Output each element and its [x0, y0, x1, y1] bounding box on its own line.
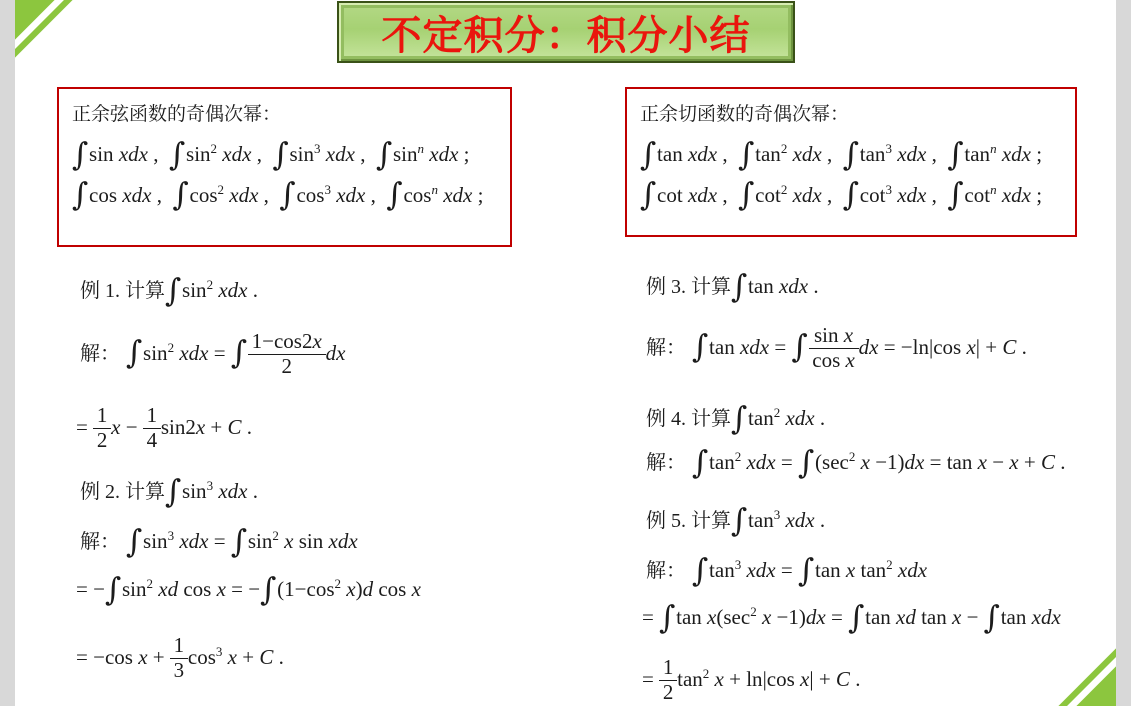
green-triangle [15, 0, 87, 72]
solution-label: 解： [80, 531, 120, 553]
example-label: 例 2. 计算 [80, 481, 165, 503]
example-label: 例 3. 计算 [646, 276, 731, 298]
example-label: 例 5. 计算 [646, 510, 731, 532]
letterbox-left [0, 0, 15, 706]
formula: $\int\tan^3$ xdx . [731, 502, 826, 539]
formula: = ∫tan $x(\sec^2$ x −1)dx = ∫tan xd tan x − ∫tan xdx [642, 599, 1061, 636]
sine-cosine-powers-box [57, 87, 512, 247]
box-heading: 正余弦函数的奇偶次幂： [72, 104, 282, 125]
example-3-solution [630, 306, 1027, 390]
example-4-solution [630, 428, 1065, 493]
formula: $\int\sin^3$ xdx = $\int\sin^2$ x sin xdx [126, 523, 358, 560]
formula: $\int\sin^2$ xdx . [165, 272, 258, 309]
solution-label: 解： [646, 336, 686, 359]
example-label: 例 4. 计算 [646, 408, 731, 430]
slide-title-banner [337, 1, 795, 63]
sine-integrals-line: ∫sin xdx , $\int\sin^2$ xdx , $\int\sin^3$ xdx , $\int\sin^n$ xdx ; [72, 136, 470, 173]
formula: = $\frac{1}{2}$ $\tan^2 x + \ln|\cos$ x| + C . [642, 655, 861, 704]
formula: = −cos x + $\frac{1}{3}$ $\cos^3 x + C$ . [76, 633, 284, 682]
formula: $\int\tan^2$ xdx = $\int(\sec^2$ x −1)dx = tan x − x + C . [692, 444, 1066, 481]
corner-decoration-top-left [15, 0, 87, 72]
cotangent-integrals-line: ∫cot xdx , $\int\cot^2$ xdx , $\int\cot^3$ xdx , $\int\cot^n$ xdx ; [640, 177, 1043, 214]
example-1-solution [64, 312, 345, 396]
letterbox-right [1116, 0, 1131, 706]
slide-title: 不定积分：积分小结 [381, 12, 751, 58]
example-5-result [626, 638, 860, 706]
cosine-integrals-line: ∫cos xdx , $\int\cos^2$ xdx , $\int\cos^3$ xdx , $\int\cos^n$ xdx ; [72, 177, 484, 214]
formula: = $\frac{1}{2}$ x − $\frac{1}{4}$ sin2x + C . [76, 403, 253, 452]
formula: $\int\sin^2$ xdx = ∫ $\frac{1-\cos 2x}{2}$ dx [126, 329, 346, 378]
example-2-solution-step-2 [60, 558, 421, 620]
example-label: 例 1. 计算 [80, 280, 165, 302]
solution-label: 解： [646, 452, 686, 474]
formula: $\int\sin^3$ xdx . [165, 473, 258, 510]
formula: $\int\tan^2$ xdx . [731, 400, 826, 437]
tangent-cotangent-powers-box [625, 87, 1077, 237]
formula: ∫tan xdx = ∫ $\frac{\text{sin x}}{\text{cos x}}$ dx = −ln|cos x| + C . [692, 323, 1027, 372]
tangent-integrals-line: ∫tan xdx , $\int\tan^2$ xdx , $\int\tan^3$ xdx , $\int\tan^n$ xdx ; [640, 136, 1043, 173]
formula: = $-\int\sin^2$ xd $\cos x = -\int(1-\cos^2$ x)d cos x [76, 571, 421, 608]
solution-label: 解： [646, 560, 686, 582]
box-heading: 正余切函数的奇偶次幂： [640, 104, 850, 125]
formula: $\int\tan^3$ xdx = ∫tan x $\tan^2$ xdx [692, 552, 928, 589]
formula: ∫tan xdx . [731, 268, 819, 305]
solution-label: 解： [80, 342, 120, 365]
example-2-result [60, 616, 284, 700]
